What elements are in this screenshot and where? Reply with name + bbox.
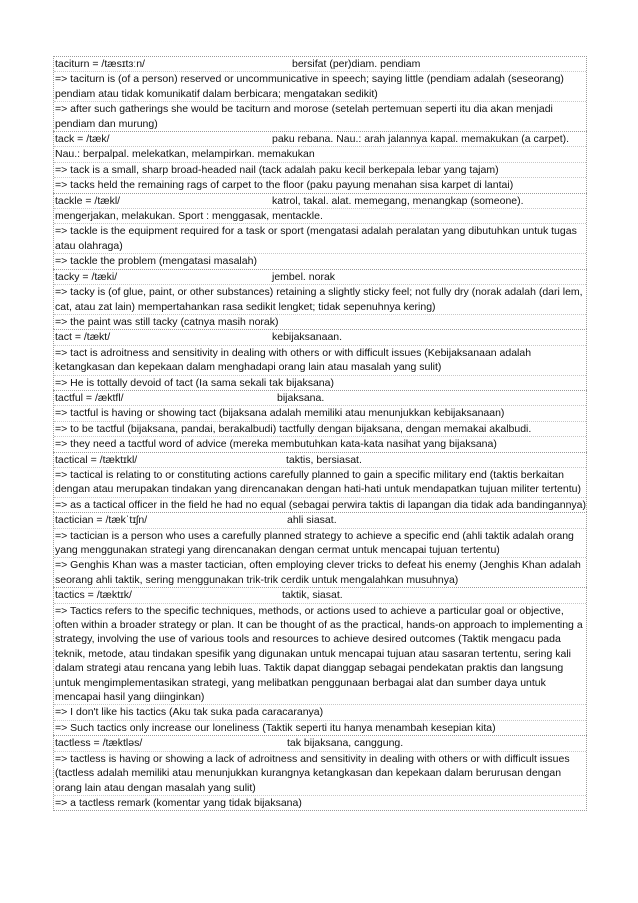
entry-translation: bijaksana. xyxy=(277,391,325,404)
entry-definition-line: => the paint was still tacky (catnya masih norak) xyxy=(55,315,279,328)
entry-headword-line xyxy=(54,132,586,147)
entry-headword-line xyxy=(54,513,586,528)
entry-definition-line: => tactician is a person who uses a carefully planned strategy to achieve a specific end (ahli taktik adalah orang yang menggunakan strategi yang direncanakan dengan cermat untuk mencapai tujuan tertentu) xyxy=(54,529,586,559)
entry-definition-line: => after such gatherings she would be taciturn and morose (setelah pertemuan seperti itu dia akan menjadi pendiam dan murung) xyxy=(55,103,553,130)
entry-headword: tactical = /tæktɪkl/ xyxy=(55,453,138,466)
entry-headword: tackle = /tækl/ xyxy=(55,194,121,207)
entry-headword-line xyxy=(54,588,586,603)
dictionary-entry xyxy=(53,56,587,131)
dictionary-entry xyxy=(53,329,587,390)
dictionary-page xyxy=(53,56,587,811)
entry-definition-line: => tactical is relating to or constituting actions carefully planned to gain a specific military end (taktis berkaitan dengan atau merupakan tindakan yang direncanakan dengan hati-hati untuk mendapatkan tujuan militer tertentu) xyxy=(54,468,586,498)
entry-definition-line: => tactless is having or showing a lack of adroitness and sensitivity in dealing with others or with difficult issues (tactless adalah memiliki atau menunjukkan kurangnya ketangkasan dan kepekaan dalam berurusan dengan orang lain atau dengan masalah yang sulit) xyxy=(54,752,586,796)
entry-definition-line: => tacks held the remaining rags of carpet to the floor (paku payung menahan sisa karpet di lantai) xyxy=(55,179,514,192)
dictionary-entry xyxy=(53,269,587,330)
entry-definition-line: => Such tactics only increase our loneliness (Taktik seperti itu hanya menambah kesepian kita) xyxy=(55,721,496,734)
entry-headword-line xyxy=(54,391,586,406)
entry-translation: kebijaksanaan. xyxy=(272,331,343,344)
entry-definition-line: => tack is a small, sharp broad-headed nail (tack adalah paku kecil berkepala lebar yang tajam) xyxy=(54,163,586,178)
entry-headword: tactful = /æktfl/ xyxy=(55,391,124,404)
dictionary-entry xyxy=(53,512,587,587)
entry-definition-line: => tact is adroitness and sensitivity in dealing with others or with difficult issues (Kebijaksanaan adalah ketangkasan dan kepekaan dalam menghadapi orang lain atau masalah yang sulit) xyxy=(54,346,586,376)
entry-headword-line xyxy=(54,453,586,468)
entry-headword: tactics = /tæktɪk/ xyxy=(55,589,132,602)
entry-headword: tacky = /tæki/ xyxy=(55,270,118,283)
dictionary-entry xyxy=(53,131,587,193)
entry-headword-line xyxy=(54,736,586,751)
entry-headword: tactician = /tækˈtɪʃn/ xyxy=(55,514,148,527)
entry-headword: tactless = /tæktləs/ xyxy=(55,737,143,750)
dictionary-entry xyxy=(53,390,587,452)
entry-headword-line xyxy=(54,330,586,345)
dictionary-entry xyxy=(53,452,587,513)
entry-definition-line: => He is tottally devoid of tact (Ia sama sekali tak bijaksana) xyxy=(55,376,334,389)
entry-definition-line: => I don't like his tactics (Aku tak suka pada caracaranya) xyxy=(54,705,586,720)
entry-definition-line: => tactful is having or showing tact (bijaksana adalah memiliki atau menunjukkan kebijaksanaan) xyxy=(54,406,586,421)
entry-translation: katrol, takal. alat. memegang, menangkap (someone). xyxy=(272,194,524,207)
entry-definition-line: => they need a tactful word of advice (mereka membutuhkan kata-kata nasihat yang bijaksana) xyxy=(55,438,497,451)
entry-definition-line: => a tactless remark (komentar yang tidak bijaksana) xyxy=(55,796,302,809)
entry-definition-line: => Tactics refers to the specific techniques, methods, or actions used to achieve a particular goal or objective, often within a broader strategy or plan. It can be thought of as the practical, hands-on approach to implementing a strategy, involving the use of various tools and resources to achieve desired outcomes (Taktik mengacu pada teknik, metode, atau tindakan spesifik yang digunakan untuk mencapai tujuan atau sasaran tertentu, sering kali dalam strategi atau rencana yang lebih luas. Taktik dapat dianggap sebagai pendekatan praktis dan langsung untuk mengimplementasikan strategi, yang melibatkan penggunaan berbagai alat dan sumber daya untuk mencapai hasil yang diinginkan) xyxy=(54,604,586,706)
entry-headword: tack = /tæk/ xyxy=(55,133,110,146)
entry-headword-line xyxy=(54,194,586,209)
entry-translation: ahli siasat. xyxy=(287,514,337,527)
entry-translation: jembel. norak xyxy=(272,270,336,283)
entry-definition-line: => to be tactful (bijaksana, pandai, berakalbudi) tactfully dengan bijaksana, dengan memakai akalbudi. xyxy=(54,422,586,437)
entry-translation: taktik, siasat. xyxy=(282,589,343,602)
entry-headword: tact = /tækt/ xyxy=(55,331,111,344)
dictionary-entry xyxy=(53,735,587,811)
entry-definition-line: => tackle the problem (mengatasi masalah) xyxy=(55,255,257,268)
entry-headword-line xyxy=(54,270,586,285)
entry-translation: paku rebana. Nau.: arah jalannya kapal. memakukan (a carpet). xyxy=(272,133,570,146)
entry-definition-line: mengerjakan, melakukan. Sport : menggasak, mentackle. xyxy=(54,209,586,224)
entry-definition-line: => taciturn is (of a person) reserved or uncommunicative in speech; saying little (pendiam adalah (seseorang) pendiam atau tidak komunikatif dalam berbicara; mengatakan sedikit) xyxy=(54,72,586,102)
entry-definition-line: => as a tactical officer in the field he had no equal (sebagai perwira taktis di lapangan dia tidak ada bandingannya) xyxy=(55,498,586,511)
entry-definition-line: Nau.: berpalpal. melekatkan, melampirkan. memakukan xyxy=(54,147,586,162)
entry-definition-line: => Genghis Khan was a master tactician, often employing clever tricks to defeat his enemy (Jenghis Khan adalah seorang ahli taktik, sering menggunakan trik-trik cerdik untuk mengalahkan musuhnya) xyxy=(55,559,581,586)
entry-translation: bersifat (per)diam. pendiam xyxy=(292,58,421,70)
entry-definition-line: => tackle is the equipment required for a task or sport (mengatasi adalah peralatan yang dibutuhkan untuk tugas atau olahraga) xyxy=(54,224,586,254)
entry-headword-line xyxy=(54,57,586,72)
dictionary-entry xyxy=(53,193,587,269)
entry-headword: taciturn = /tæsɪtɜːn/ xyxy=(55,58,145,70)
dictionary-entry xyxy=(53,587,587,735)
entry-definition-line: => tacky is (of glue, paint, or other substances) retaining a slightly sticky feel; not fully dry (norak adalah (dari lem, cat, atau zat lain) mempertahankan rasa sedikit lengket; tidak sepenuhnya kering) xyxy=(54,285,586,315)
entry-translation: taktis, bersiasat. xyxy=(286,453,362,466)
entry-translation: tak bijaksana, canggung. xyxy=(287,737,404,750)
